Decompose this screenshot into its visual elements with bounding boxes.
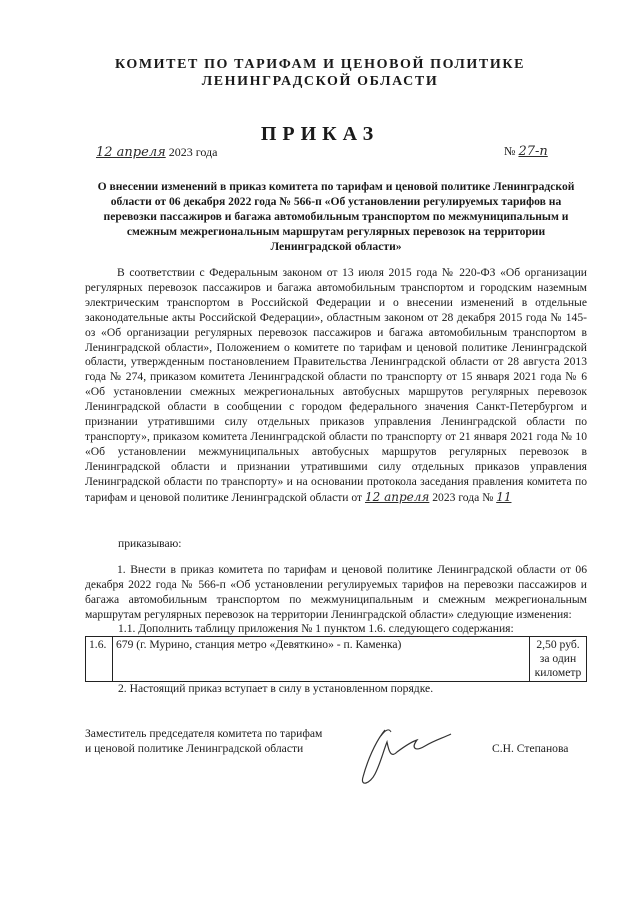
- row-number: 1.6.: [86, 637, 113, 682]
- table-row: [86, 637, 587, 682]
- number-prefix: №: [504, 144, 516, 158]
- handwritten-date: 12 апреля: [96, 145, 166, 160]
- preamble-text: В соответствии с Федеральным законом от 13 июля 2015 года № 220-ФЗ «Об организации регулярных перевозок пассажиров и багажа автомобильным транспортом и городским наземным электрическим транспортом в Российской Федерации и о внесении изменений в отдельные законодательные акты Российской Федерации», областным законом от 28 декабря 2015 года № 145-оз «Об организации регулярных перевозок пассажиров и багажа автомобильным транспортом в Ленинградской области», Положением о комитете по тарифам и ценовой политике Ленинградской области, утвержденным постановлением Правительства Ленинградской области от 28 августа 2013 года № 274, приказом комитета Ленинградской области по транспорту от 15 января 2021 года № 6 «Об установлении смежных межрегиональных автобусных маршрутов регулярных перевозок Ленинградской области в сообщении с городом федерального значения Санкт-Петербургом и признании утратившими силу отдельных приказов управления Ленинградской области по транспорту», приказом комитета Ленинградской области по транспорту от 21 января 2021 года № 10 «Об установлении межмуниципальных автобусных маршрутов регулярных перевозок в Ленинградской области и признании утратившими силу отдельных приказов управления Ленинградской области по транспорту» и на основании протокола заседания правления комитета по тарифам и ценовой политике Ленинградской области от: [85, 266, 587, 504]
- signer-name: С.Н. Степанова: [492, 742, 569, 755]
- handwritten-protocol-date: 12 апреля: [365, 489, 430, 504]
- preamble-paragraph: [85, 266, 587, 506]
- signer-position-line1: Заместитель председателя комитета по тарифам: [85, 727, 323, 740]
- point-1-1: 1.1. Дополнить таблицу приложения № 1 пунктом 1.6. следующего содержания:: [118, 622, 514, 635]
- document-number: [504, 144, 548, 159]
- route-cell: 679 (г. Мурино, станция метро «Девяткино» - п. Каменка): [113, 637, 530, 682]
- order-word: приказываю:: [118, 537, 182, 550]
- handwritten-number: 27-п: [518, 144, 548, 159]
- tariff-table: [85, 636, 587, 682]
- document-type: ПРИКАЗ: [260, 123, 380, 145]
- date-year: 2023 года: [168, 145, 218, 159]
- handwritten-protocol-number: 11: [496, 489, 512, 504]
- signer-position: [85, 726, 322, 756]
- signer-position-line2: и ценовой политике Ленинградской области: [85, 742, 304, 755]
- tariff-cell: 2,50 руб. за один километр: [530, 637, 587, 682]
- order-heading: О внесении изменений в приказ комитета по тарифам и ценовой политике Ленинградской области от 06 декабря 2022 года № 566-п «Об установлении регулируемых тарифов на перевозки пассажиров и багажа автомобильным транспортом по межмуниципальным и смежным межрегиональным маршрутам регулярных перевозок на территории Ленинградской области»: [97, 180, 575, 253]
- org-name-line2: ЛЕНИНГРАДСКОЙ ОБЛАСТИ: [201, 74, 439, 89]
- handwritten-signature: [345, 722, 455, 792]
- point-2: 2. Настоящий приказ вступает в силу в установленном порядке.: [118, 682, 434, 695]
- org-name-line1: КОМИТЕТ ПО ТАРИФАМ И ЦЕНОВОЙ ПОЛИТИКЕ: [114, 57, 526, 72]
- point-1: 1. Внести в приказ комитета по тарифам и ценовой политике Ленинградской области от 06 декабря 2022 года № 566-п «Об установлении регулируемых тарифов на перевозки пассажиров и багажа автомобильным транспортом по межмуниципальным и смежным межрегиональным маршрутам регулярных перевозок на территории Ленинградской области» следующие изменения:: [85, 563, 587, 621]
- document-date: [96, 145, 217, 160]
- protocol-year: 2023 года №: [432, 490, 494, 504]
